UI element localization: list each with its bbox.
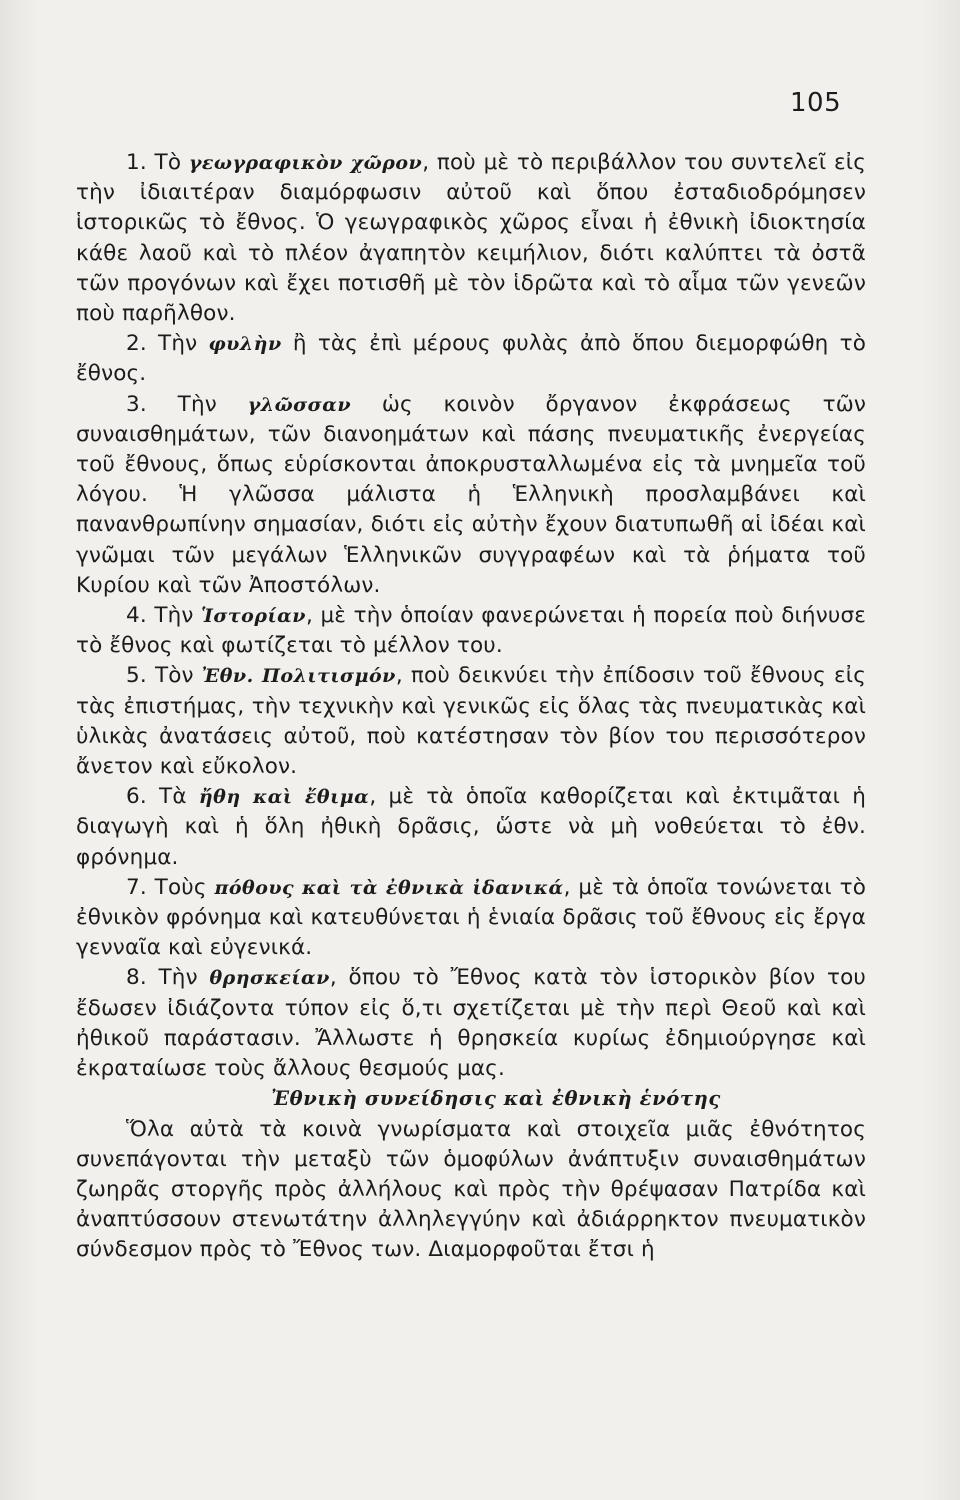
item-number: 8.	[126, 965, 147, 991]
list-item-7	[76, 873, 866, 964]
page-number: 105	[790, 88, 842, 118]
emphasized-term: γλῶσσαν	[247, 393, 351, 416]
item-lead: Τὸν	[154, 663, 194, 689]
item-number: 1.	[126, 150, 147, 175]
item-number: 6.	[126, 784, 147, 810]
item-number: 3.	[126, 391, 147, 417]
list-item-8	[76, 963, 866, 1084]
closing-paragraph: Ὅλα αὐτὰ τὰ κοινὰ γνωρίσματα καὶ στοιχεῖα μιᾶς ἐθνότητος συνεπάγονται τὴν μεταξὺ τῶν ὁμοφύλων ἀνάπτυξιν συναισθημάτων ζωηρᾶς στοργῆς πρὸς ἀλλήλους καὶ πρὸς τὴν θρέψασαν Πατρίδα καὶ ἀναπτύσσουν στενωτάτην ἀλληλεγγύην καὶ ἀδιάρρηκτον πνευματικὸν σύνδεσμον πρὸς τὸ Ἔθνος των. Διαμορφοῦται ἔτσι ἡ	[76, 1116, 866, 1263]
item-number: 5.	[126, 663, 147, 689]
section-heading: Ἐθνικὴ συνείδησις καὶ ἐθνικὴ ἑνότης	[271, 1087, 721, 1111]
emphasized-term: γεωγραφικὸν χῶρον	[188, 152, 423, 174]
item-lead: Τὰ	[159, 784, 187, 810]
emphasized-term: φυλὴν	[208, 333, 282, 356]
item-text: ἢ τὰς ἐπὶ μέρους φυλὰς ἀπὸ ὅπου διεμορφώθη τὸ ἔθνος.	[76, 331, 867, 387]
list-item-2	[76, 329, 866, 389]
item-lead: Τοὺς	[154, 874, 207, 900]
list-item-4	[76, 601, 866, 661]
body-text	[76, 148, 866, 1266]
item-lead: Τὴν	[158, 331, 198, 357]
item-text: , ποὺ μὲ τὸ περιβάλλον του συντελεῖ εἰς τὴν ἰδιαιτέραν διαμόρφωσιν αὐτοῦ καὶ ὅπου ἐσταδιοδρόμησεν ἱστορικῶς τὸ ἔθνος. Ὁ γεωγραφικὸς χῶρος εἶναι ἡ ἐθνικὴ ἰδιοκτησία κάθε λαοῦ καὶ τὸ πλέον ἀγαπητὸν κειμήλιον, διότι καλύπτει τὰ ὀστᾶ τῶν προγόνων καὶ ἔχει ποτισθῆ μὲ τὸν ἱδρῶτα καὶ τὸ αἷμα τῶν γενεῶν ποὺ παρῆλθον.	[76, 150, 866, 327]
emphasized-term: ἤθη καὶ ἔθιμα	[198, 786, 370, 809]
list-item-5	[76, 661, 866, 782]
item-text: ὡς κοινὸν ὄργανον ἐκφράσεως τῶν συναισθημάτων, τῶν διανοημάτων καὶ πάσης πνευματικῆς ἐνεργείας τοῦ ἔθνους, ὅπως εὑρίσκονται ἀποκρυσταλλωμένα εἰς τὰ μνημεῖα τοῦ λόγου. Ἡ γλῶσσα μάλιστα ἡ Ἑλληνικὴ προσλαμβάνει καὶ πανανθρωπίνην σημασίαν, διότι εἰς αὐτὴν ἔχουν διατυπωθῆ αἱ ἰδέαι καὶ γνῶμαι τῶν μεγάλων Ἑλληνικῶν συγγραφέων καὶ τὰ ῥήματα τοῦ Κυρίου καὶ τῶν Ἀποστόλων.	[76, 391, 867, 598]
item-lead: Τὴν	[177, 391, 217, 417]
emphasized-term: Ἐθν. Πολιτισμόν	[201, 665, 396, 688]
item-text: , μὲ τὰ ὁποῖα τονώνεται τὸ ἐθνικὸν φρόνημα καὶ κατευθύνεται ἡ ἑνιαία δρᾶσις τοῦ ἔθνους εἰς ἔργα γενναῖα καὶ εὐγενικά.	[76, 874, 867, 961]
item-text: , μὲ τὰ ὁποῖα καθορίζεται καὶ ἐκτιμᾶται ἡ διαγωγὴ καὶ ἡ ὅλη ἠθικὴ δρᾶσις, ὥστε νὰ μὴ νοθεύεται τὸ ἐθν. φρόνημα.	[76, 784, 867, 870]
item-lead: Τὴν	[154, 603, 194, 629]
list-item-6	[76, 782, 866, 873]
item-number: 7.	[126, 874, 147, 900]
item-lead: Τὴν	[158, 965, 198, 991]
emphasized-term: πόθους καὶ τὰ ἐθνικὰ ἰδανικά	[214, 876, 564, 899]
item-text: , ποὺ δεικνύει τὴν ἐπίδοσιν τοῦ ἔθνους εἰς τὰς ἐπιστήμας, τὴν τεχνικὴν καὶ γενικῶς εἰς ὅλας τὰς πνευματικὰς καὶ ὑλικὰς ἀνατάσεις αὐτοῦ, ποὺ κατέστησαν τὸν βίον του περισσότερον ἄνετον καὶ εὔκολον.	[76, 663, 866, 780]
item-text: , ὅπου τὸ Ἔθνος κατὰ τὸν ἱστορικὸν βίον του ἔδωσεν ἰδιάζοντα τύπον εἰς ὅ,τι σχετίζεται μὲ τὴν περὶ Θεοῦ καὶ καὶ ἠθικοῦ παράστασιν. Ἄλλωστε ἡ θρησκεία κυρίως ἐδημιούργησε καὶ ἐκραταίωσε τοὺς ἄλλους θεσμούς μας.	[76, 965, 866, 1082]
list-item-3	[76, 390, 866, 601]
list-item-1	[76, 148, 866, 329]
emphasized-term: Ἱστορίαν	[201, 605, 306, 628]
emphasized-term: θρησκείαν	[209, 967, 330, 990]
item-lead: Τὸ	[154, 150, 182, 175]
item-number: 4.	[126, 603, 147, 629]
item-number: 2.	[126, 331, 147, 357]
item-text: , μὲ τὴν ὁποίαν φανερώνεται ἡ πορεία ποὺ διήνυσε τὸ ἔθνος καὶ φωτίζεται τὸ μέλλον του.	[76, 603, 866, 659]
